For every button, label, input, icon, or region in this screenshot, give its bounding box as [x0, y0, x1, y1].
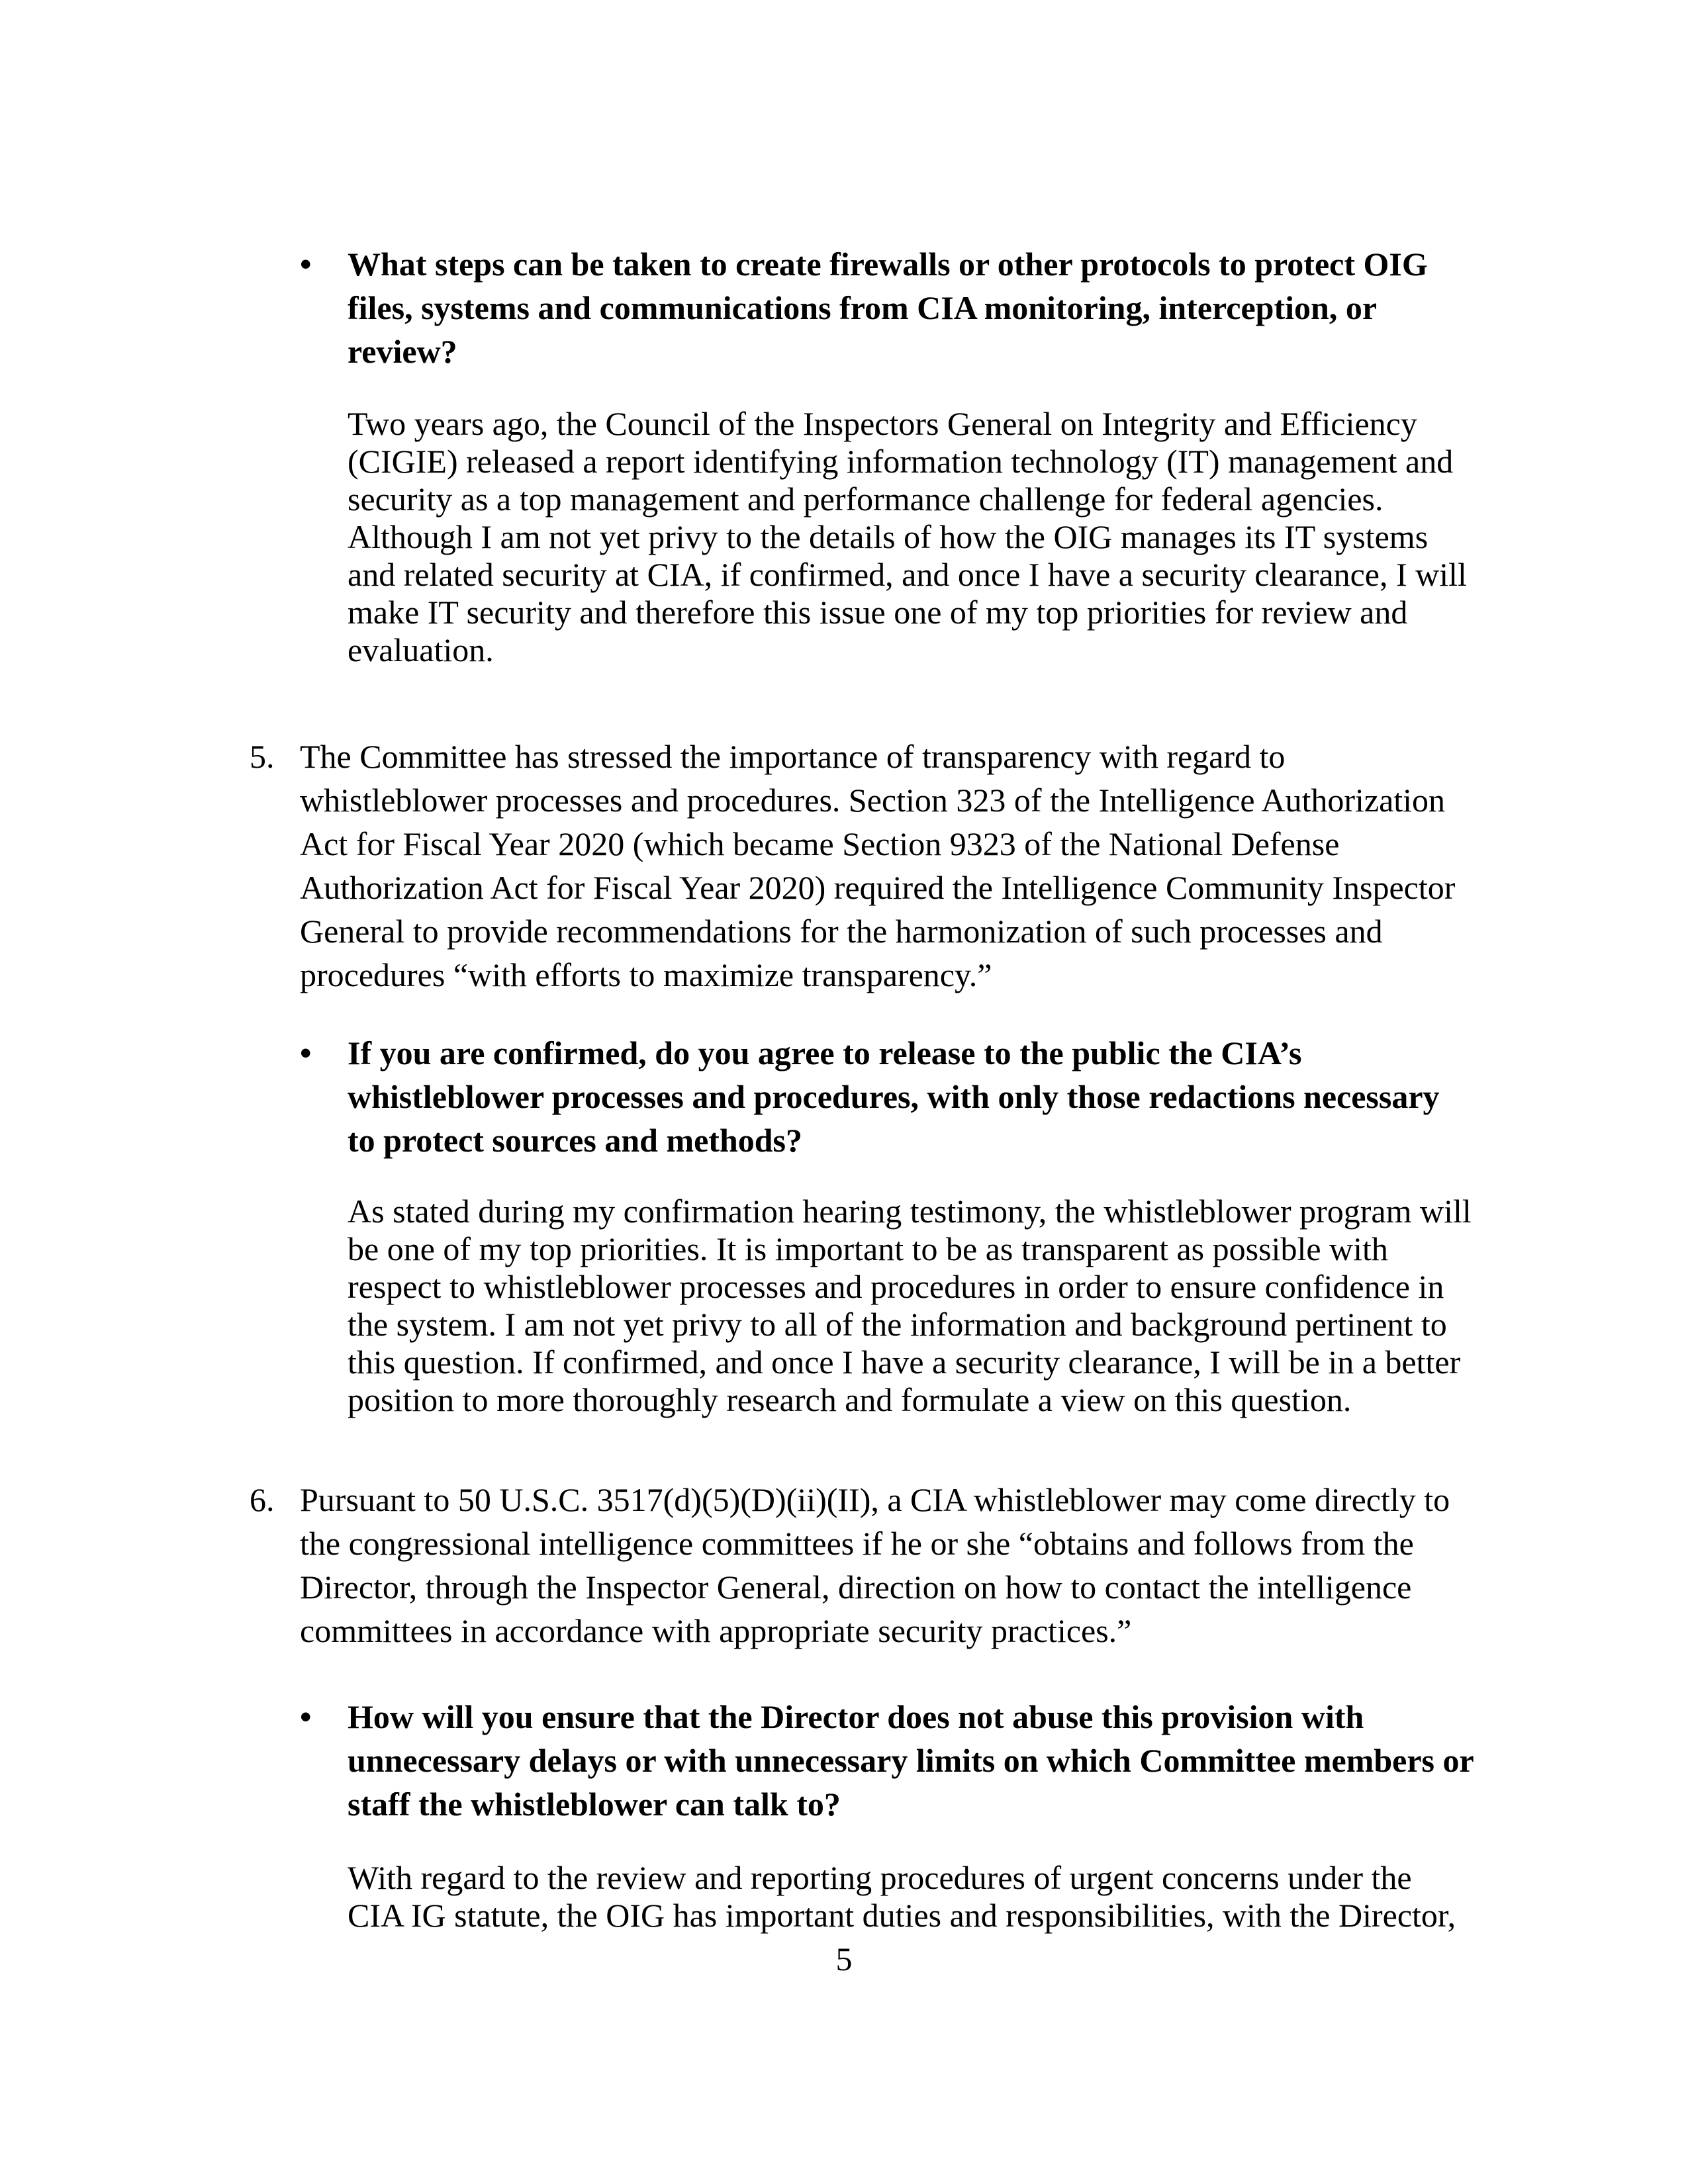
question-line: review? [348, 333, 457, 370]
answer-line: the system. I am not yet privy to all of the information and background pertinent to [348, 1306, 1447, 1343]
answer-paragraph [348, 1193, 1473, 1419]
question-text [300, 1478, 1454, 1653]
answer-text [348, 1859, 1473, 1934]
bullet-icon: • [300, 1698, 312, 1735]
question-line: Director, through the Inspector General, direction on how to contact the intelligence [300, 1569, 1412, 1606]
question-line: the congressional intelligence committees if he or she “obtains and follows from the [300, 1525, 1414, 1562]
numbered-question [250, 735, 1454, 997]
page-number: 5 [835, 1940, 853, 1978]
question-line: unnecessary delays or with unnecessary limits on which Committee members or [348, 1742, 1474, 1779]
answer-line: this question. If confirmed, and once I have a security clearance, I will be in a better [348, 1343, 1461, 1381]
answer-line: be one of my top priorities. It is important to be as transparent as possible with [348, 1230, 1388, 1267]
question-line: whistleblower processes and procedures. Section 323 of the Intelligence Authorization [300, 782, 1446, 819]
bullet-question [300, 1695, 1474, 1826]
question-line: How will you ensure that the Director does not abuse this provision with [348, 1698, 1364, 1735]
answer-paragraph [348, 1859, 1473, 1934]
question-text [348, 242, 1465, 373]
question-line: The Committee has stressed the importance of transparency with regard to [300, 738, 1286, 775]
question-line: whistleblower processes and procedures, with only those redactions necessary [348, 1078, 1440, 1115]
question-line: If you are confirmed, do you agree to release to the public the CIA’s [348, 1034, 1302, 1071]
answer-line: security as a top management and performance challenge for federal agencies. [348, 480, 1383, 518]
answer-line: (CIGIE) released a report identifying information technology (IT) management and [348, 443, 1454, 480]
question-line: General to provide recommendations for the harmonization of such processes and [300, 913, 1383, 950]
answer-text [348, 1193, 1473, 1419]
answer-line: make IT security and therefore this issue one of my top priorities for review and [348, 594, 1408, 631]
answer-line: CIA IG statute, the OIG has important duties and responsibilities, with the Director, [348, 1897, 1456, 1934]
bullet-icon: • [300, 1034, 312, 1071]
answer-paragraph [348, 405, 1473, 669]
answer-line: Although I am not yet privy to the details of how the OIG manages its IT systems [348, 518, 1429, 555]
answer-line: and related security at CIA, if confirmed, and once I have a security clearance, I will [348, 556, 1467, 593]
question-line: procedures “with efforts to maximize transparency.” [300, 956, 992, 993]
answer-line: With regard to the review and reporting procedures of urgent concerns under the [348, 1859, 1412, 1896]
bullet-icon: • [300, 246, 312, 283]
answer-line: Two years ago, the Council of the Inspectors General on Integrity and Efficiency [348, 405, 1417, 442]
answer-line: respect to whistleblower processes and procedures in order to ensure confidence in [348, 1268, 1444, 1305]
bullet-question [300, 1031, 1465, 1162]
question-line: What steps can be taken to create firewalls or other protocols to protect OIG [348, 246, 1428, 283]
numbered-question [250, 1478, 1454, 1653]
question-line: files, systems and communications from CIA monitoring, interception, or [348, 289, 1378, 326]
question-line: to protect sources and methods? [348, 1122, 803, 1159]
answer-line: evaluation. [348, 631, 494, 668]
question-line: committees in accordance with appropriate security practices.” [300, 1612, 1132, 1649]
list-number: 5. [250, 738, 275, 775]
bullet-question [300, 242, 1465, 373]
question-line: Authorization Act for Fiscal Year 2020) required the Intelligence Community Inspector [300, 869, 1456, 906]
question-text [348, 1695, 1474, 1826]
question-text [300, 735, 1454, 997]
answer-line: As stated during my confirmation hearing testimony, the whistleblower program will [348, 1193, 1472, 1230]
question-line: Pursuant to 50 U.S.C. 3517(d)(5)(D)(ii)(II), a CIA whistleblower may come directly to [300, 1481, 1450, 1518]
question-line: staff the whistleblower can talk to? [348, 1786, 841, 1823]
question-line: Act for Fiscal Year 2020 (which became Section 9323 of the National Defense [300, 825, 1340, 862]
answer-text [348, 405, 1473, 669]
answer-line: position to more thoroughly research and formulate a view on this question. [348, 1381, 1352, 1418]
question-text [348, 1031, 1465, 1162]
list-number: 6. [250, 1481, 275, 1518]
